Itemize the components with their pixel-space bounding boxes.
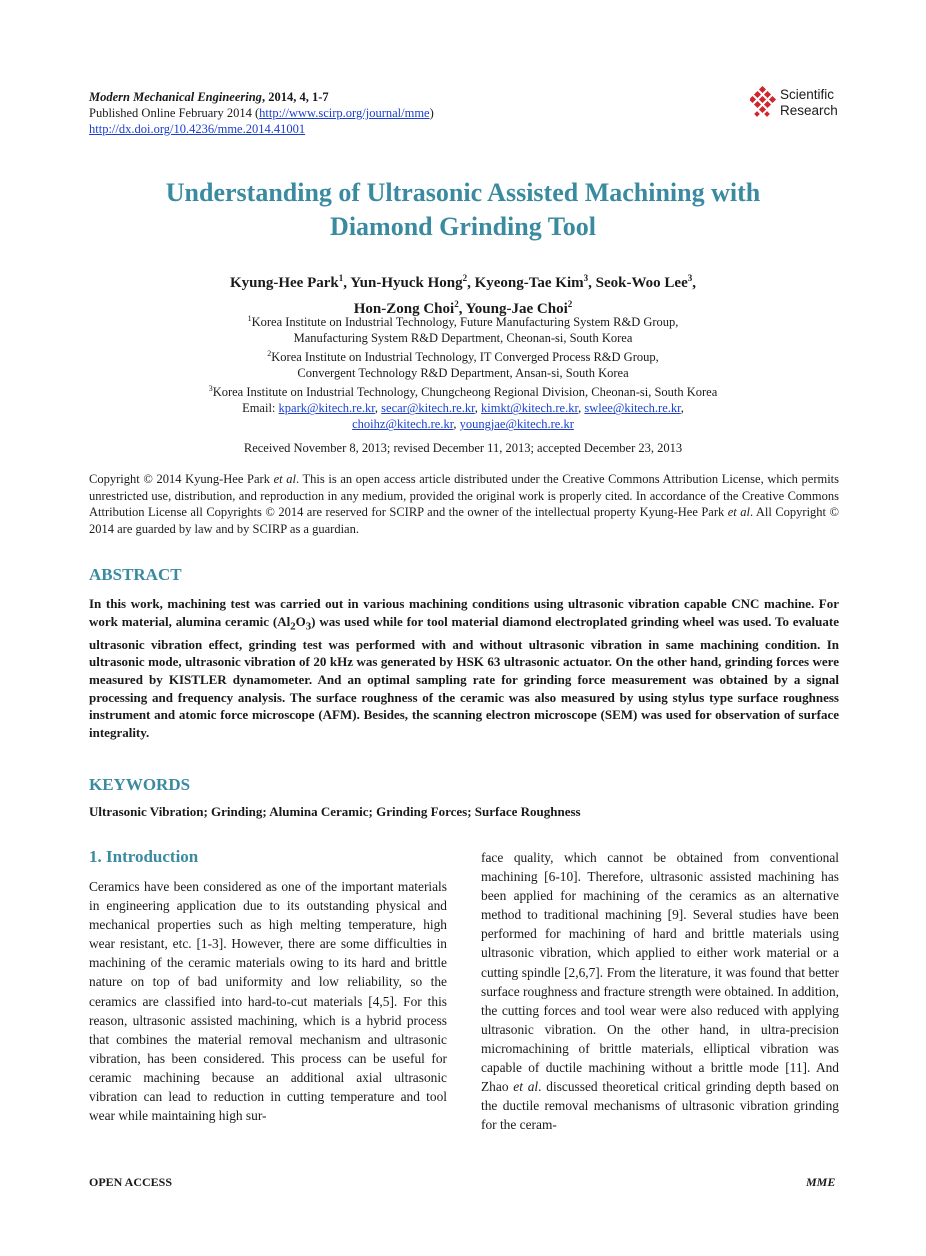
copyright-etal: et al xyxy=(273,472,296,486)
author-name: Kyung-Hee Park xyxy=(230,275,339,291)
affiliation-3 xyxy=(60,381,866,400)
intro-right-text: . discussed theoretical critical grinding depth based on the ductile removal mechanisms of ultrasonic vibration grinding for the ceram- xyxy=(481,1079,839,1133)
email-link[interactable]: choihz@kitech.re.kr xyxy=(352,417,454,432)
logo-line1: Scientific xyxy=(780,87,835,102)
author-sup: 3 xyxy=(687,273,693,283)
copyright-etal: et al xyxy=(727,505,750,520)
scientific-research-logo xyxy=(750,86,850,126)
footer-open-access: OPEN ACCESS xyxy=(89,1175,173,1189)
doi-link[interactable]: http://dx.doi.org/10.4236/mme.2014.41001 xyxy=(89,122,306,136)
affiliation-2-line1 xyxy=(60,346,866,365)
affiliations xyxy=(60,311,866,432)
author-name: Hon-Zong Choi xyxy=(353,301,455,317)
published-prefix: Published Online February 2014 ( xyxy=(89,106,260,120)
abstract-sub: 2 xyxy=(290,620,296,633)
author-name: Young-Jae Choi xyxy=(465,301,568,317)
published-suffix: ) xyxy=(429,106,434,120)
journal-volume: , 2014, 4, 1-7 xyxy=(261,90,329,104)
author-sep: , xyxy=(343,275,351,291)
email-link[interactable]: youngjae@kitech.re.kr xyxy=(459,417,574,432)
email-link[interactable]: swlee@kitech.re.kr xyxy=(584,401,681,416)
author-sep: , xyxy=(588,275,596,291)
keywords-heading: KEYWORDS xyxy=(89,775,191,794)
authors-line1 xyxy=(60,268,866,294)
abstract-part: In this work, machining test was carried out in various machining conditions using ultrasonic vibration capable CNC machine. For work material, alumina ceramic (Al xyxy=(89,596,839,629)
copyright-text: . This is an open access article distributed under the Creative Commons Attribution License, which permits unrestricted use, distribution, and reproduction in any medium, provided the original work is properly cited. In accordance of the Creative Commons Attribution License all Copyrights © 2014 are reserved for SCIRP and the owner of the intellectual property Kyung-Hee Park xyxy=(89,472,840,520)
email-link[interactable]: kpark@kitech.re.kr xyxy=(278,401,375,416)
copyright-text: . All Copyright © 2014 are guarded by law and by SCIRP as a guardian. xyxy=(89,505,839,536)
author-sup: 3 xyxy=(583,273,589,283)
published-line xyxy=(89,105,434,121)
author-sep: , xyxy=(458,301,466,317)
affiliation-1-line2: Manufacturing System R&D Department, Cheonan-si, South Korea xyxy=(293,331,633,346)
intro-left-column: Ceramics have been considered as one of the important materials in engineering application due to its outstanding physical and mechanical properties such as high melting temperature, high wear resistant, etc. [1-3]. However, there are some difficulties in machining of the ceramic materials owing to its hard and brittle nature on top of bad uniformity and low reliability, so the ceramics are classified into hard-to-cut materials [4,5]. For this reason, ultrasonic assisted machining, which is a hybrid process that combines the material removal mechanism and ultrasonic vibration, has been considered. This process can be useful for ceramic machining because an additional axial ultrasonic vibration can lead to reduction in cutting temperature and tool wear while maintaining high sur- xyxy=(89,879,447,1124)
abstract-part: ) was used while for tool material diamond electroplated grinding wheel was used. To evaluate ultrasonic vibration effect, grinding test was performed with and without ultrasonic vibration in same machining condition. In ultrasonic mode, ultrasonic vibration of 20 kHz was generated by HSK 63 ultrasonic actuator. On the other hand, grinding forces were measured by KISTLER dynamometer. And an optimal sampling rate for grinding force measurement was obtained by a signal processing and frequency analysis. The surface roughness of the ceramic was also measured by using stylus type surface roughness instrument and atomic force microscope (AFM). Besides, the scanning electron microscope (SEM) was used for observation of surface integrality. xyxy=(89,613,839,740)
affiliation-1-line1 xyxy=(60,311,866,330)
affiliation-2-line2: Convergent Technology R&D Department, Ansan-si, South Korea xyxy=(297,366,629,381)
logo-diamond-icon xyxy=(750,86,778,120)
author-name: Yun-Hyuck Hong xyxy=(350,275,463,291)
journal-citation xyxy=(89,89,434,105)
email-link[interactable]: kimkt@kitech.re.kr xyxy=(481,401,579,416)
logo-line2: Research xyxy=(780,103,838,118)
paper-title xyxy=(60,176,866,244)
journal-name: Modern Mechanical Engineering xyxy=(89,90,262,104)
email-line1: Email: kpark@kitech.re.kr, secar@kitech.re.kr, kimkt@kitech.re.kr, swlee@kitech.re.kr, xyxy=(242,401,684,416)
doi-line xyxy=(89,121,434,137)
logo-text xyxy=(780,87,838,119)
abstract-sub: 3 xyxy=(305,620,312,633)
abstract-part: O xyxy=(295,613,306,629)
author-sup: 2 xyxy=(462,273,468,283)
author-name: Seok-Woo Lee xyxy=(595,275,688,291)
author-sup: 2 xyxy=(454,299,459,309)
email-label: Email: xyxy=(242,401,279,416)
email-link[interactable]: secar@kitech.re.kr xyxy=(381,401,475,416)
introduction-heading: 1. Introduction xyxy=(89,847,199,866)
intro-right-column xyxy=(481,848,839,1134)
intro-etal: et al xyxy=(513,1079,539,1095)
affil-sup: 1 xyxy=(247,314,252,323)
email-line2: choihz@kitech.re.kr, youngjae@kitech.re.kr xyxy=(352,417,574,432)
author-sep: , xyxy=(467,275,475,291)
keywords-text: Ultrasonic Vibration; Grinding; Alumina Ceramic; Grinding Forces; Surface Roughness xyxy=(89,804,581,819)
abstract-heading: ABSTRACT xyxy=(89,565,182,584)
journal-header xyxy=(89,89,434,137)
title-line1: Understanding of Ultrasonic Assisted Machining with xyxy=(165,178,761,207)
copyright-notice xyxy=(89,471,839,537)
footer-journal-abbrev: MME xyxy=(806,1175,836,1189)
affil-sup: 2 xyxy=(267,349,272,359)
received-dates: Received November 8, 2013; revised December 11, 2013; accepted December 23, 2013 xyxy=(243,441,683,455)
affil-text: Korea Institute on Industrial Technology, Future Manufacturing System R&D Group, xyxy=(251,315,679,330)
copyright-text: Copyright © 2014 Kyung-Hee Park xyxy=(89,472,274,486)
affil-sup: 3 xyxy=(208,384,213,394)
affil-text: Korea Institute on Industrial Technology, Chungcheong Regional Division, Cheonan-si, South Korea xyxy=(212,385,718,400)
intro-right-text: face quality, which cannot be obtained from conventional machining [6-10]. Therefore, ultrasonic assisted machining has been applied for machining of the ceramics as an alternative method to traditional machining [9]. Several studies have been performed for machining of hard and brittle materials using ultrasonic vibration, which applied to either work material or a cutting spindle [2,6,7]. From the literature, it was found that better surface roughness and fracture strength were obtained. In addition, the cutting forces and tool wear were also reduced with applying ultrasonic vibration. On the other hand, in ultra-precision micromachining of brittle materials, elliptical vibration was capable of ductile machining without a brittle mode [11]. And Zhao xyxy=(481,850,839,1095)
abstract-text xyxy=(89,595,839,741)
journal-url-link[interactable]: http://www.scirp.org/journal/mme xyxy=(259,106,430,120)
affil-text: Korea Institute on Industrial Technology, IT Converged Process R&D Group, xyxy=(271,350,659,365)
title-line2: Diamond Grinding Tool xyxy=(330,212,596,241)
author-sep: , xyxy=(692,275,696,291)
author-sup: 1 xyxy=(338,273,344,283)
author-name: Kyeong-Tae Kim xyxy=(474,275,584,291)
author-sup: 2 xyxy=(567,299,573,309)
